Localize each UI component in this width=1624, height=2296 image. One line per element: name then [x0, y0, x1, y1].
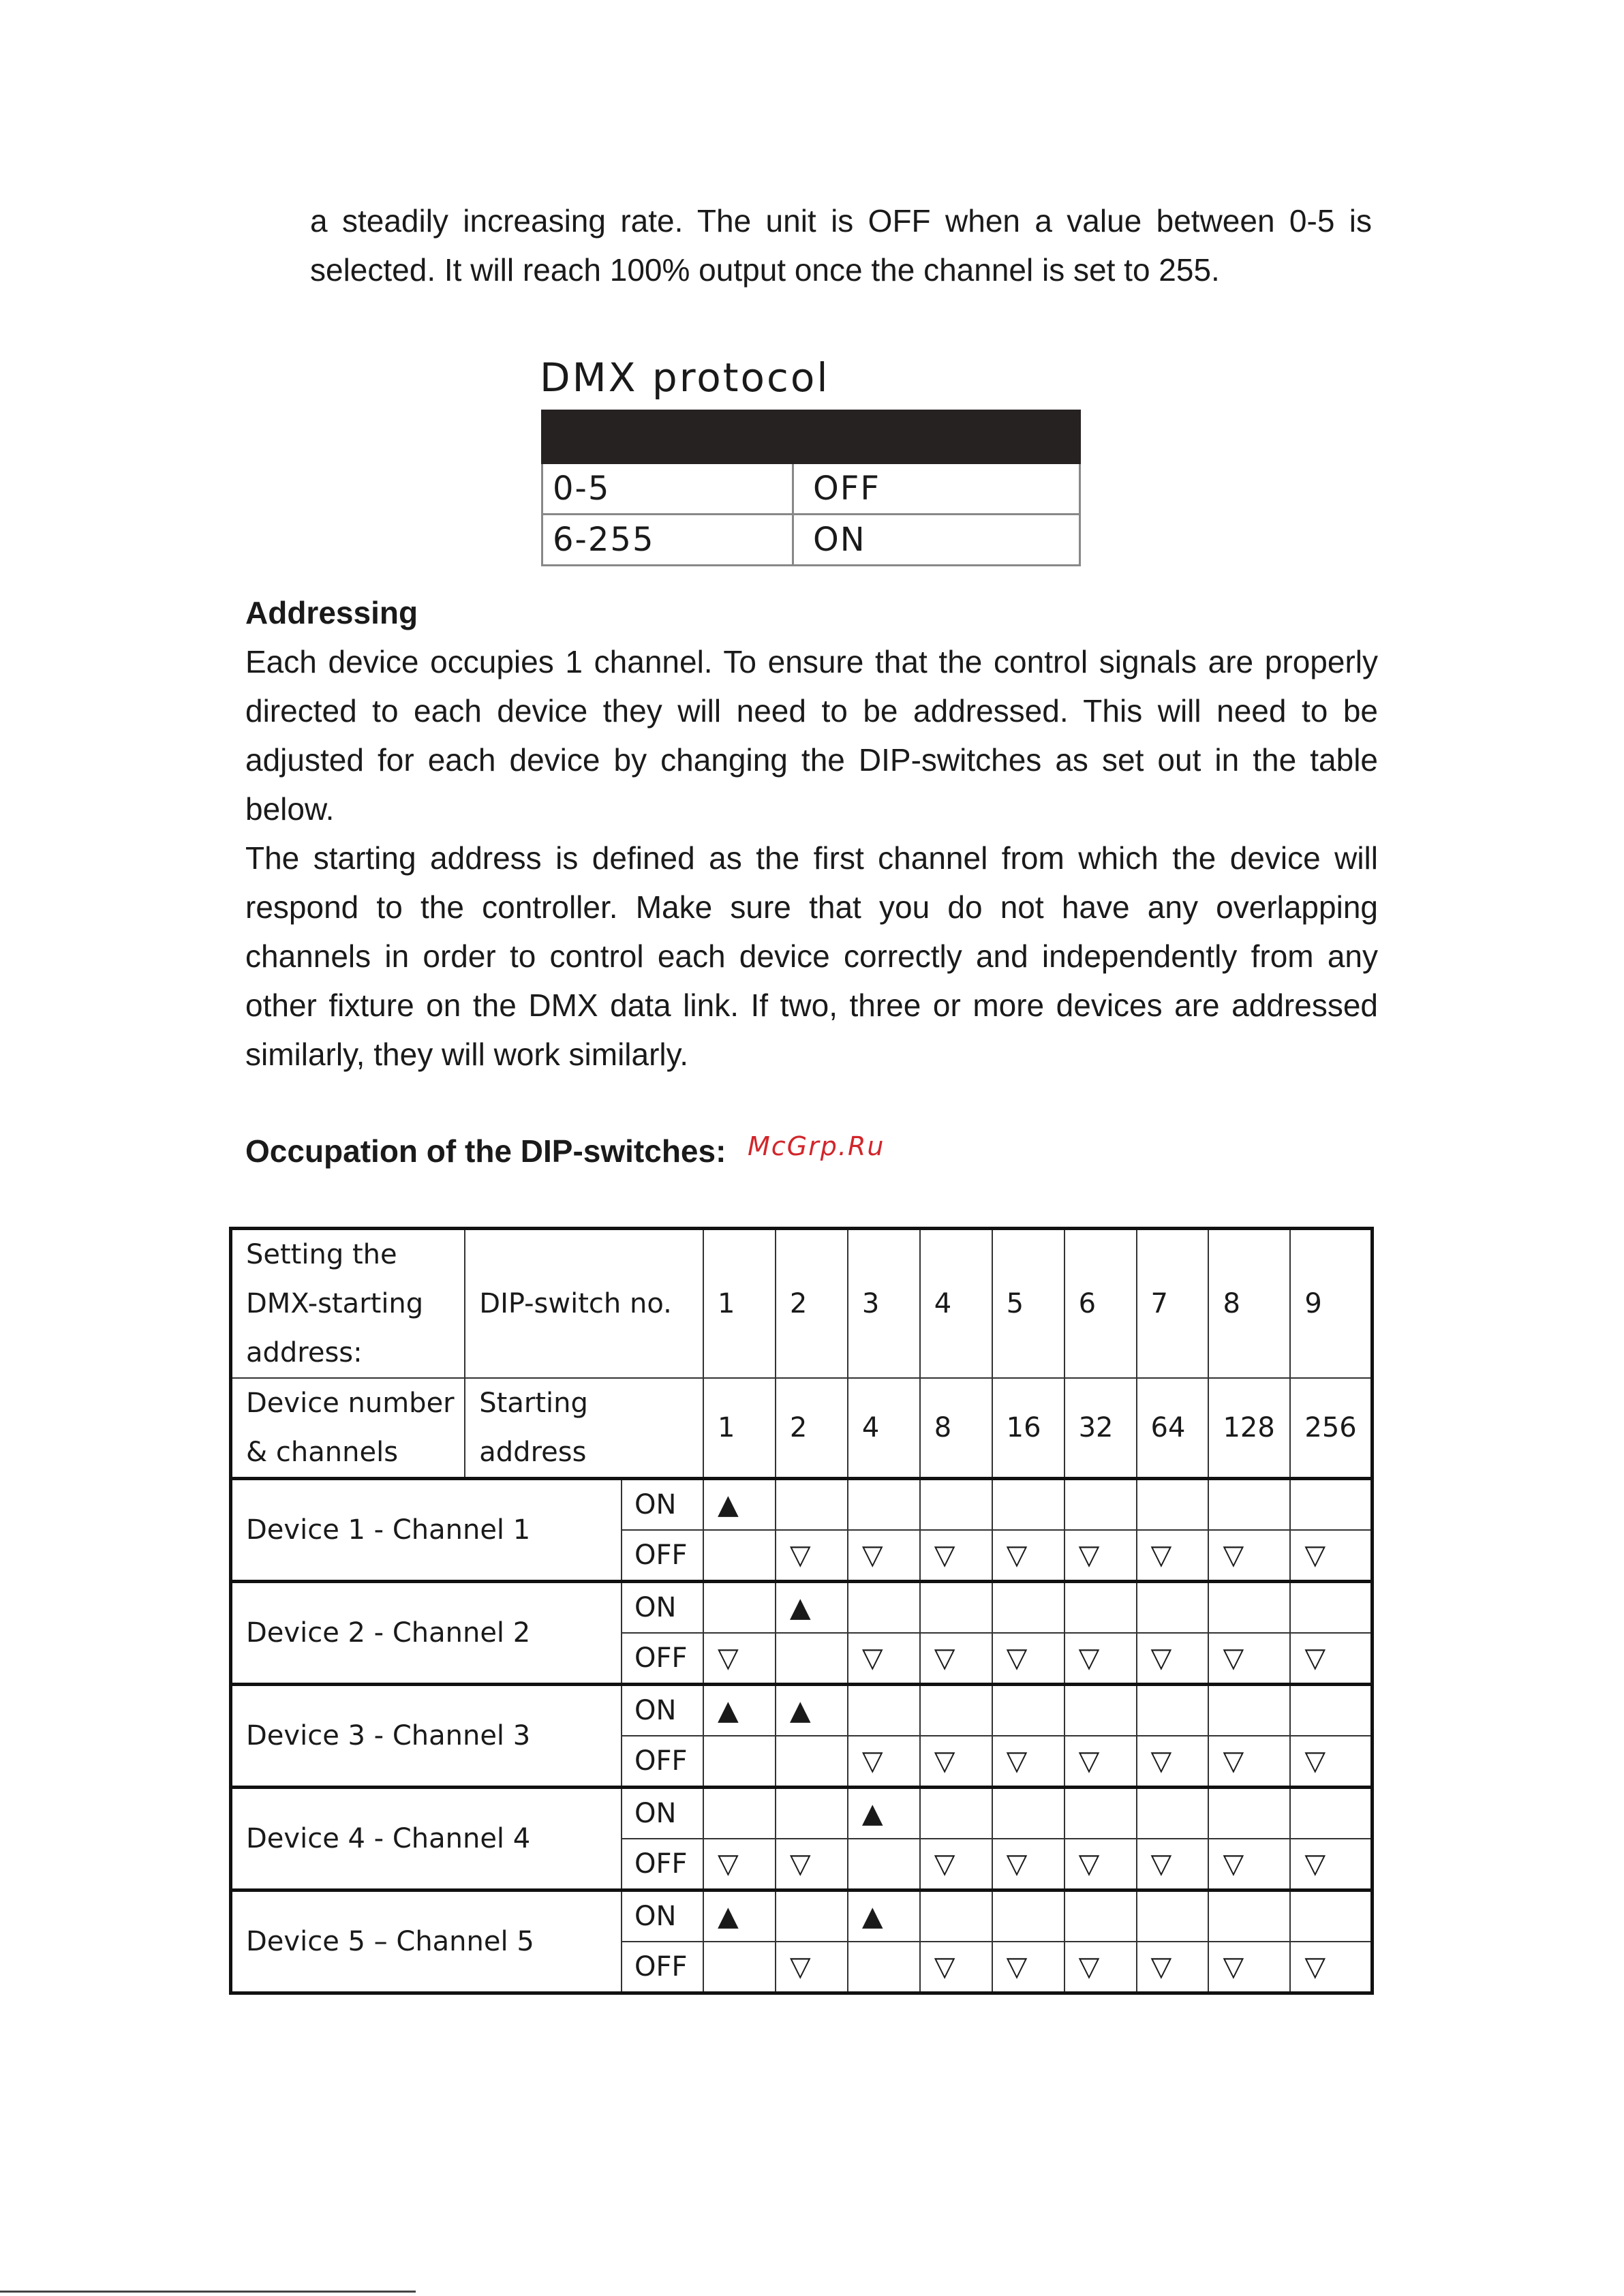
switch-number: 3 [848, 1229, 920, 1379]
dip-switches-heading: Occupation of the DIP-switches: [245, 1133, 726, 1169]
switch-4-off-cell: ▽ [920, 1942, 992, 1993]
switch-1-off-cell [703, 1736, 776, 1788]
dmx-protocol-table [541, 410, 1081, 566]
switch-2-on-cell [776, 1891, 848, 1942]
switch-number: 4 [920, 1229, 992, 1379]
device-label: Device 4 - Channel 4 [231, 1788, 622, 1891]
switch-9-on-cell [1290, 1788, 1372, 1839]
watermark-text: McGrp.Ru [748, 1131, 885, 1161]
switch-2-on-cell: ▲ [776, 1685, 848, 1736]
on-state-label: ON [622, 1582, 703, 1634]
switch-2-off-cell: ▽ [776, 1942, 848, 1993]
switch-1-on-cell [703, 1788, 776, 1839]
switch-value: 2 [776, 1378, 848, 1479]
switch-value: 64 [1137, 1378, 1209, 1479]
switch-1-on-cell: ▲ [703, 1685, 776, 1736]
switch-7-off-cell: ▽ [1137, 1530, 1209, 1582]
off-state-label: OFF [622, 1736, 703, 1788]
switch-4-on-cell [920, 1582, 992, 1634]
addressing-body [245, 637, 1378, 1079]
switch-number: 7 [1137, 1229, 1209, 1379]
switch-number: 6 [1064, 1229, 1137, 1379]
dmx-state-cell: OFF [793, 463, 1080, 515]
off-state-label: OFF [622, 1839, 703, 1891]
switch-1-on-cell: ▲ [703, 1891, 776, 1942]
dmx-protocol-title: DMX protocol [540, 354, 830, 401]
switch-7-on-cell [1137, 1788, 1209, 1839]
switch-4-on-cell [920, 1788, 992, 1839]
switch-3-off-cell: ▽ [848, 1530, 920, 1582]
switch-value: 256 [1290, 1378, 1372, 1479]
device-4-on-row [231, 1788, 1373, 1839]
device-label: Device 5 – Channel 5 [231, 1891, 622, 1993]
switch-1-on-cell: ▲ [703, 1479, 776, 1531]
switch-4-off-cell: ▽ [920, 1839, 992, 1891]
switch-3-on-cell [848, 1685, 920, 1736]
switch-4-off-cell: ▽ [920, 1530, 992, 1582]
switch-4-off-cell: ▽ [920, 1633, 992, 1685]
on-state-label: ON [622, 1788, 703, 1839]
switch-value: 16 [992, 1378, 1064, 1479]
switch-2-off-cell: ▽ [776, 1839, 848, 1891]
switch-6-on-cell [1064, 1582, 1137, 1634]
switch-value: 32 [1064, 1378, 1137, 1479]
dmx-range-cell: 0-5 [542, 463, 793, 515]
dip-header-row [231, 1229, 1373, 1379]
setting-start-address-label: Setting the DMX-starting address: [231, 1229, 465, 1379]
switch-9-off-cell: ▽ [1290, 1736, 1372, 1788]
addressing-paragraph-2: The starting address is defined as the first channel from which the device will respond to the controller. Make sure that you do not have any overlapping channels in order to control each device correctly and independently from any other fixture on the DMX data link. If two, three or more devices are addressed similarly, they will work similarly. [245, 840, 1378, 1072]
switch-8-off-cell: ▽ [1208, 1633, 1290, 1685]
switch-9-on-cell [1290, 1479, 1372, 1531]
switch-3-off-cell: ▽ [848, 1633, 920, 1685]
addressing-heading: Addressing [245, 595, 418, 630]
switch-9-off-cell: ▽ [1290, 1942, 1372, 1993]
switch-2-off-cell [776, 1633, 848, 1685]
switch-3-on-cell: ▲ [848, 1891, 920, 1942]
switch-9-on-cell [1290, 1685, 1372, 1736]
switch-3-on-cell: ▲ [848, 1788, 920, 1839]
intro-text: a steadily increasing rate. The unit is OFF when a value between 0-5 is selected. It will reach 100% output once the channel is set to 255. [310, 203, 1372, 288]
device-label: Device 1 - Channel 1 [231, 1479, 622, 1582]
switch-6-off-cell: ▽ [1064, 1736, 1137, 1788]
switch-8-on-cell [1208, 1891, 1290, 1942]
switch-6-off-cell: ▽ [1064, 1839, 1137, 1891]
switch-5-off-cell: ▽ [992, 1839, 1064, 1891]
switch-3-off-cell [848, 1839, 920, 1891]
switch-8-on-cell [1208, 1788, 1290, 1839]
dip-value-row [231, 1378, 1373, 1479]
dmx-state-cell: ON [793, 515, 1080, 566]
switch-value: 1 [703, 1378, 776, 1479]
switch-number: 9 [1290, 1229, 1372, 1379]
switch-8-on-cell [1208, 1582, 1290, 1634]
switch-2-on-cell [776, 1479, 848, 1531]
dmx-table-row [542, 515, 1080, 566]
switch-7-off-cell: ▽ [1137, 1839, 1209, 1891]
switch-5-on-cell [992, 1685, 1064, 1736]
dip-switch-no-label: DIP-switch no. [465, 1229, 703, 1379]
switch-1-on-cell [703, 1582, 776, 1634]
switch-6-on-cell [1064, 1891, 1137, 1942]
dmx-table-header-bar [542, 411, 1080, 463]
switch-5-off-cell: ▽ [992, 1942, 1064, 1993]
off-state-label: OFF [622, 1633, 703, 1685]
switch-2-off-cell: ▽ [776, 1530, 848, 1582]
device-channels-label: Device number & channels [231, 1378, 465, 1479]
switch-value: 128 [1208, 1378, 1290, 1479]
switch-6-off-cell: ▽ [1064, 1530, 1137, 1582]
on-state-label: ON [622, 1479, 703, 1531]
switch-5-on-cell [992, 1582, 1064, 1634]
switch-2-on-cell: ▲ [776, 1582, 848, 1634]
switch-5-off-cell: ▽ [992, 1633, 1064, 1685]
on-state-label: ON [622, 1891, 703, 1942]
switch-4-on-cell [920, 1479, 992, 1531]
switch-8-off-cell: ▽ [1208, 1530, 1290, 1582]
switch-5-on-cell [992, 1479, 1064, 1531]
switch-4-off-cell: ▽ [920, 1736, 992, 1788]
footer-rule [0, 2291, 416, 2293]
switch-7-on-cell [1137, 1582, 1209, 1634]
switch-6-on-cell [1064, 1788, 1137, 1839]
dmx-range-cell: 6-255 [542, 515, 793, 566]
device-3-on-row [231, 1685, 1373, 1736]
switch-3-on-cell [848, 1582, 920, 1634]
switch-5-off-cell: ▽ [992, 1736, 1064, 1788]
switch-6-on-cell [1064, 1685, 1137, 1736]
switch-2-off-cell [776, 1736, 848, 1788]
switch-9-on-cell [1290, 1891, 1372, 1942]
switch-9-off-cell: ▽ [1290, 1633, 1372, 1685]
switch-value: 4 [848, 1378, 920, 1479]
device-label: Device 3 - Channel 3 [231, 1685, 622, 1788]
switch-9-off-cell: ▽ [1290, 1530, 1372, 1582]
switch-1-off-cell [703, 1942, 776, 1993]
switch-1-off-cell: ▽ [703, 1839, 776, 1891]
switch-3-on-cell [848, 1479, 920, 1531]
switch-3-off-cell [848, 1942, 920, 1993]
dip-switch-table [229, 1227, 1374, 1995]
off-state-label: OFF [622, 1530, 703, 1582]
switch-6-off-cell: ▽ [1064, 1942, 1137, 1993]
switch-1-off-cell [703, 1530, 776, 1582]
intro-paragraph [310, 196, 1372, 294]
off-state-label: OFF [622, 1942, 703, 1993]
dmx-table-row [542, 463, 1080, 515]
switch-value: 8 [920, 1378, 992, 1479]
switch-5-off-cell: ▽ [992, 1530, 1064, 1582]
switch-2-on-cell [776, 1788, 848, 1839]
switch-number: 2 [776, 1229, 848, 1379]
switch-9-off-cell: ▽ [1290, 1839, 1372, 1891]
switch-8-off-cell: ▽ [1208, 1839, 1290, 1891]
switch-number: 1 [703, 1229, 776, 1379]
switch-3-off-cell: ▽ [848, 1736, 920, 1788]
switch-8-on-cell [1208, 1479, 1290, 1531]
device-5-on-row [231, 1891, 1373, 1942]
switch-6-off-cell: ▽ [1064, 1633, 1137, 1685]
device-2-on-row [231, 1582, 1373, 1634]
device-1-on-row [231, 1479, 1373, 1531]
switch-7-off-cell: ▽ [1137, 1942, 1209, 1993]
on-state-label: ON [622, 1685, 703, 1736]
device-label: Device 2 - Channel 2 [231, 1582, 622, 1685]
switch-8-on-cell [1208, 1685, 1290, 1736]
switch-7-off-cell: ▽ [1137, 1633, 1209, 1685]
switch-7-on-cell [1137, 1891, 1209, 1942]
switch-9-on-cell [1290, 1582, 1372, 1634]
switch-8-off-cell: ▽ [1208, 1942, 1290, 1993]
addressing-paragraph-1: Each device occupies 1 channel. To ensure that the control signals are properly directed to each device they will need to be addressed. This will need to be adjusted for each device by changing the DIP-switches as set out in the table below. [245, 644, 1378, 827]
switch-7-on-cell [1137, 1479, 1209, 1531]
switch-6-on-cell [1064, 1479, 1137, 1531]
switch-7-on-cell [1137, 1685, 1209, 1736]
switch-8-off-cell: ▽ [1208, 1736, 1290, 1788]
switch-number: 8 [1208, 1229, 1290, 1379]
switch-4-on-cell [920, 1891, 992, 1942]
switch-1-off-cell: ▽ [703, 1633, 776, 1685]
starting-address-label: Starting address [465, 1378, 703, 1479]
switch-5-on-cell [992, 1788, 1064, 1839]
switch-5-on-cell [992, 1891, 1064, 1942]
switch-number: 5 [992, 1229, 1064, 1379]
switch-7-off-cell: ▽ [1137, 1736, 1209, 1788]
switch-4-on-cell [920, 1685, 992, 1736]
